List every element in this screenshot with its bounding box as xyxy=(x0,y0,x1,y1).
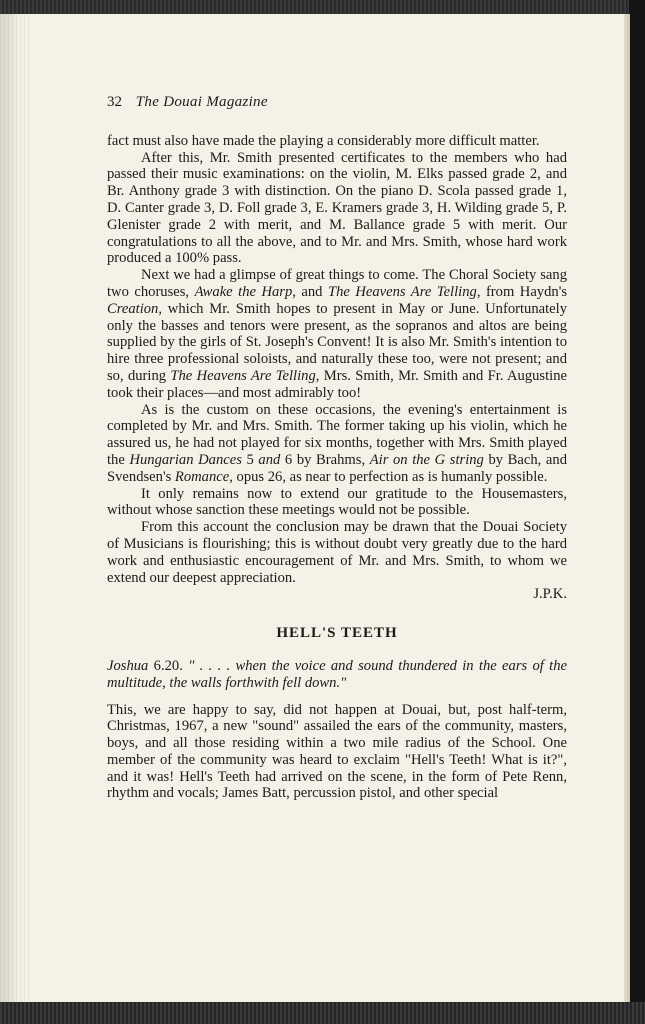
text-segment: Next we had a glimpse of great things to come. The Choral Society sang two choruses, xyxy=(107,267,567,300)
page-content xyxy=(107,94,567,802)
text-segment: 5 xyxy=(241,451,259,468)
page-edge xyxy=(624,14,630,1002)
text-segment: by Bach, and Svendsen's xyxy=(107,451,568,485)
paragraph-6: From this account the conclusion may be drawn that the Douai Society of Musicians is flourishing; this is without doubt very greatly due to the hard work and enthusiastic encouragement of Mr. and Mrs. Smith, to whom we extend our deepest appreciation. xyxy=(107,519,567,586)
work-title: Hungarian Dances xyxy=(129,451,242,468)
work-title: The Heavens Are Telling xyxy=(327,283,477,300)
book-bottom-edge xyxy=(0,1002,645,1024)
book-spine xyxy=(629,0,645,1024)
text-segment: , Mrs. Smith, Mr. Smith and Fr. Augustine took their places—and most admirably too! xyxy=(107,367,567,401)
paragraph-5: It only remains now to extend our gratitude to the Housemasters, without whose sanction these meetings would not be possible. xyxy=(107,485,567,519)
text-segment: , opus 26, as near to perfection as is humanly possible. xyxy=(229,468,548,485)
text-segment: , which Mr. Smith hopes to present in May or June. Unfortunately only the basses and tenors were present, as the sopranos and altos are being supplied by the girls of St. Joseph's Convent! It is also Mr. Smith's intention to hire three professional soloists, and naturally these too, were not present; and so, during xyxy=(107,300,567,384)
page-number: 32 xyxy=(107,94,122,110)
paragraph-4 xyxy=(107,402,567,486)
section-title: HELL'S TEETH xyxy=(276,625,398,642)
text-segment: 6 by Brahms, xyxy=(280,451,370,468)
text-segment: , from Haydn's xyxy=(476,283,568,300)
running-head xyxy=(107,94,567,111)
page-gutter xyxy=(0,14,32,1002)
magazine-title: The Douai Magazine xyxy=(135,94,268,110)
magazine-page xyxy=(0,14,630,1002)
signature-line xyxy=(107,586,567,603)
epigraph-verse: 6.20. xyxy=(148,657,189,674)
paragraph-3 xyxy=(107,267,567,401)
epigraph-quote: " . . . . when the voice and sound thundered in the ears of the multitude, the walls forthwith fell down." xyxy=(107,657,568,691)
italic-word: and xyxy=(258,451,281,468)
author-initials: J.P.K. xyxy=(533,586,567,603)
section-body: This, we are happy to say, did not happen at Douai, but, post half-term, Christmas, 1967, a new "sound" assailed the ears of the community, masters, boys, and all those residing within a two mile radius of the School. One member of the community was heard to exclaim "Hell's Teeth! What is it?", and it was! Hell's Teeth had arrived on the scene, in the form of Pete Renn, rhythm and vocals; James Batt, percussion pistol, and other special xyxy=(107,701,567,802)
text-segment: As is the custom on these occasions, the evening's entertainment is completed by Mr. and Mrs. Smith. The former taking up his violin, which he assured us, he had not played for six months, together with Mrs. Smith played the xyxy=(107,401,567,468)
paragraph-1: fact must also have made the playing a considerably more difficult matter. xyxy=(107,132,540,149)
epigraph-reference: Joshua xyxy=(107,657,149,674)
text-segment: , and xyxy=(292,283,328,300)
work-title: Creation xyxy=(107,300,159,317)
work-title: Air on the G string xyxy=(369,451,484,468)
work-title: Romance xyxy=(174,468,230,485)
paragraph-2: After this, Mr. Smith presented certificates to the members who had passed their music examinations: on the violin, M. Elks passed grade 2, and Br. Anthony grade 3 with distinction. On the piano D. Scola passed grade 1, D. Canter grade 3, D. Foll grade 3, E. Kramers grade 3, H. Wilding grade 5, P. Glenister grade 2 with merit, and M. Ballance grade 5 with merit. Our congratulations to all the above, and to Mr. and Mrs. Smith, whose hard work produced a 100% pass. xyxy=(107,149,567,267)
epigraph xyxy=(107,658,567,692)
work-title: Awake the Harp xyxy=(194,283,293,300)
work-title: The Heavens Are Telling xyxy=(170,367,316,384)
